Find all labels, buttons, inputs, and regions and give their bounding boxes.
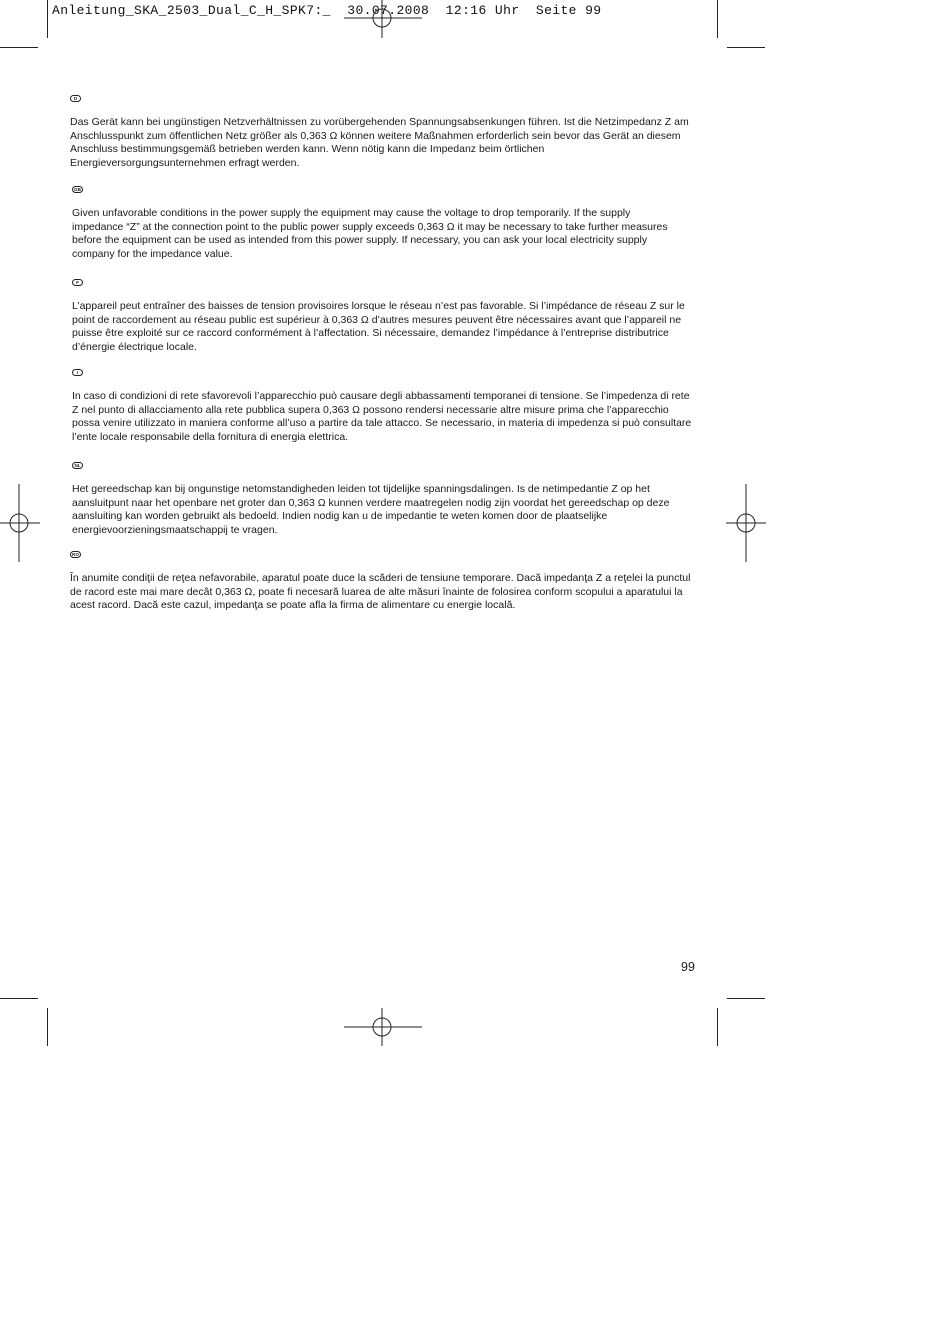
section-dutch	[72, 462, 690, 537]
page-number: 99	[681, 960, 695, 974]
registration-mark-left-icon	[0, 484, 40, 562]
language-badge-de-icon: D	[70, 95, 81, 102]
paragraph-dutch: Het gereedschap kan bij ongunstige netomstandigheden leiden tot tijdelijke spanningsdalingen. Is de netimpedantie Z op het aansluitpunt naar het openbare net groter dan 0,363 Ω kunnen verdere maatregelen nodig zijn voordat het gereedschap op deze aansluiting kan worden gebruikt als bedoeld. Indien nodig kan u de impedantie te weten komen door de plaatselijke energievoorzieningsmaatschappij te vragen.	[72, 483, 670, 536]
crop-mark-bottom-right-h	[727, 998, 765, 999]
paragraph-french: L’appareil peut entraîner des baisses de tension provisoires lorsque le réseau n’est pas favorable. Si l’impédance de réseau Z sur le point de raccordement au réseau public est supérieur à 0,363 Ω d’autres mesures peuvent être nécessaires avant que l’appareil ne puisse être exploité sur ce raccord conformément à l’affectation. Si nécessaire, demandez l’impédance à l’entreprise distributrice d’énergie électrique locale.	[72, 300, 685, 353]
language-badge-i-icon: I	[72, 369, 83, 376]
registration-mark-right-icon	[726, 484, 766, 562]
print-slug-line: Anleitung_SKA_2503_Dual_C_H_SPK7:_ 30.07.2008 12:16 Uhr Seite 99	[52, 3, 602, 18]
crop-mark-bottom-right-v	[717, 1008, 718, 1046]
crop-mark-top-left-v	[47, 0, 48, 38]
section-english	[72, 186, 672, 261]
language-badge-ro-icon: RO	[70, 551, 81, 558]
section-romanian	[70, 551, 700, 613]
registration-mark-top-icon	[344, 0, 422, 38]
paragraph-english: Given unfavorable conditions in the power supply the equipment may cause the voltage to drop temporarily. If the supply impedance “Z” at the connection point to the public power supply exceeds 0,363 Ω it may be necessary to take further measures before the equipment can be used as intended from this power supply. If necessary, you can ask your local electricity supply company for the impedance value.	[72, 207, 668, 260]
section-french	[72, 279, 694, 354]
language-badge-gb-icon: GB	[72, 186, 83, 193]
paragraph-italian: In caso di condizioni di rete sfavorevoli l’apparecchio può causare degli abbassamenti temporanei di tensione. Se l’impedenza di rete Z nel punto di allacciamento alla rete pubblica supera 0,363 Ω possono rendersi necessarie altre misure prima che l’apparecchio possa venire utilizzato in maniera conforme all’uso a partire da tale attacco. Se necessario, in materia di impedenza si può consultare l’ente locale responsabile della fornitura di energia elettrica.	[72, 390, 692, 443]
language-badge-f-icon: F	[72, 279, 83, 286]
crop-mark-top-left-h	[0, 47, 38, 48]
section-german	[70, 95, 700, 170]
section-italian	[72, 369, 694, 444]
registration-mark-bottom-icon	[344, 1008, 422, 1046]
crop-mark-top-right-h	[727, 47, 765, 48]
language-badge-nl-icon: NL	[72, 462, 83, 469]
crop-mark-top-right-v	[717, 0, 718, 38]
crop-mark-bottom-left-h	[0, 998, 38, 999]
paragraph-romanian: În anumite condiţii de reţea nefavorabile, aparatul poate duce la scăderi de tensiune temporare. Dacă impedanţa Z a reţelei la punctul de racord este mai mare decât 0,363 Ω, poate fi necesară luarea de alte măsuri înainte de folosirea conform scopului a aparatului la acest racord. Dacă este cazul, impedanţa se poate afla la firma de alimentare cu energie locală.	[70, 572, 691, 612]
paragraph-german: Das Gerät kann bei ungünstigen Netzverhältnissen zu vorübergehenden Spannungsabsenkungen führen. Ist die Netzimpedanz Z am Anschlusspunkt zum öffentlichen Netz größer als 0,363 Ω können weitere Maßnahmen erforderlich sein bevor das Gerät an diesem Anschluss bestimmungsgemäß betrieben werden kann. Wenn nötig kann die Impedanz beim örtlichen Energieversorgungsunternehmen erfragt werden.	[70, 116, 689, 169]
crop-mark-bottom-left-v	[47, 1008, 48, 1046]
